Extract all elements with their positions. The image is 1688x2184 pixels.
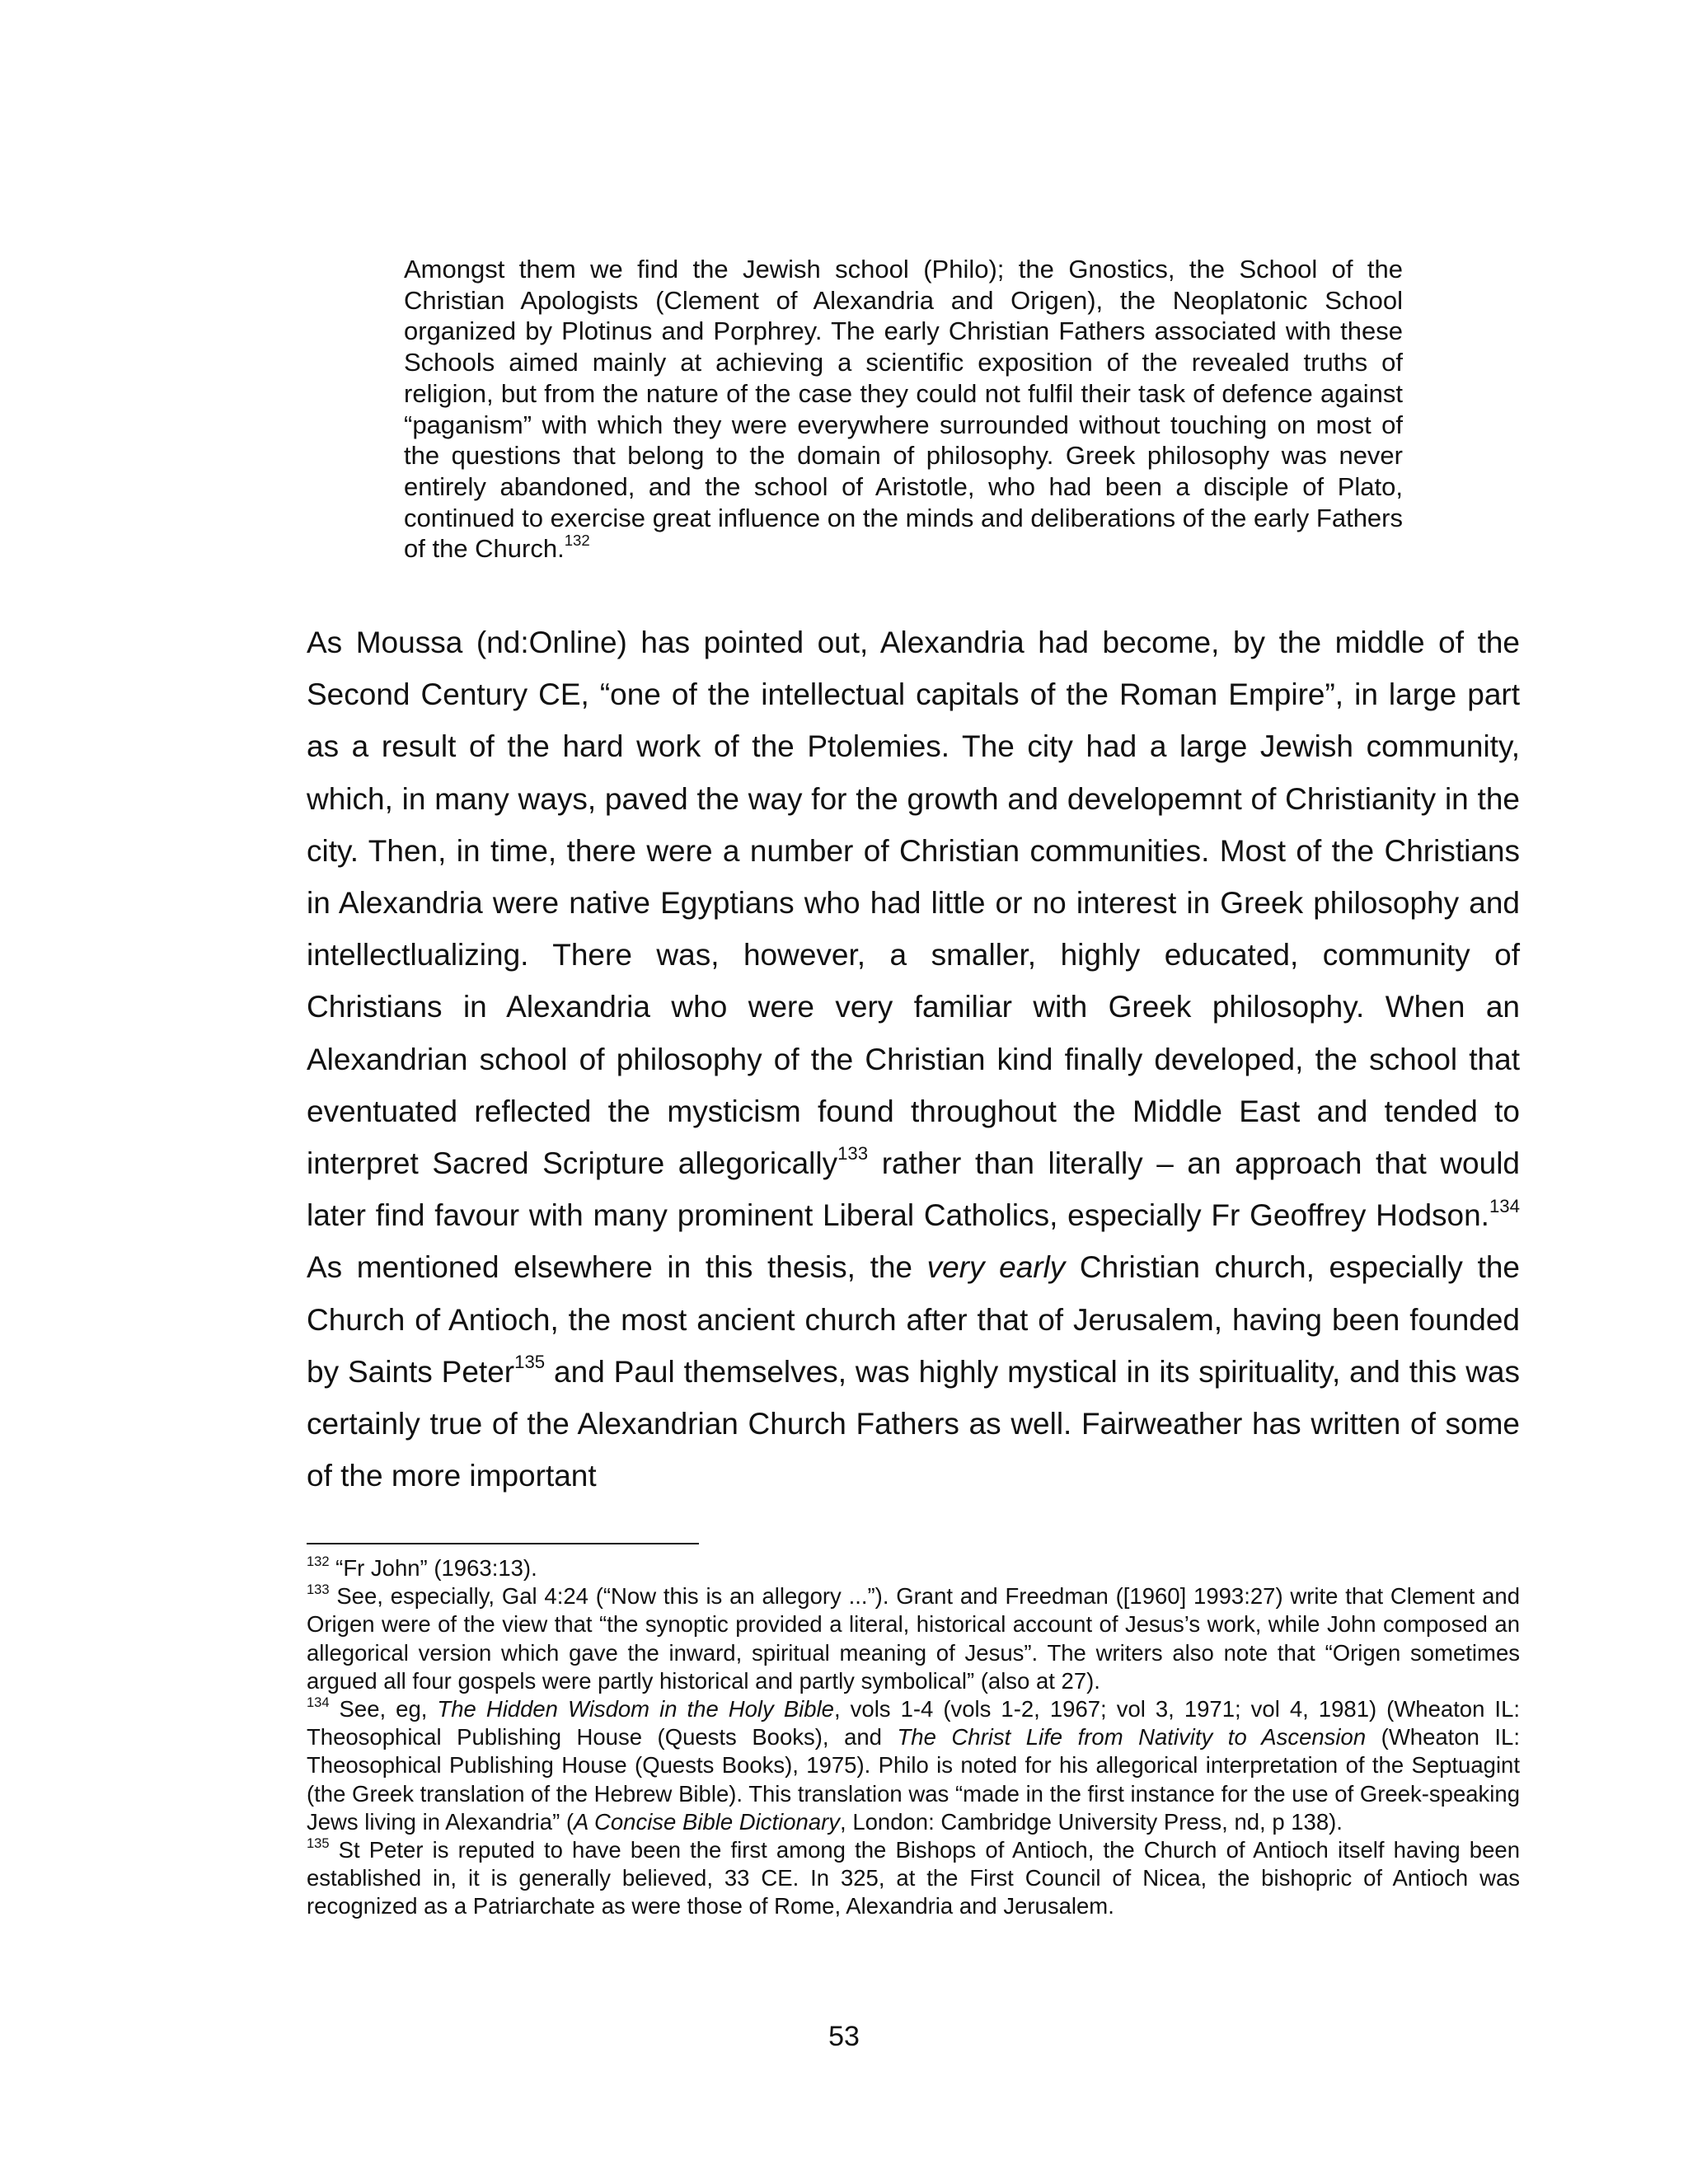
- footnote-number: 132: [307, 1554, 330, 1569]
- body-text-segment: As Moussa (nd:Online) has pointed out, Alexandria had become, by the middle of the Second Century CE, “one of the intellectual capitals of the Roman Empire”, in large part as a result of the hard work of the Ptolemies. The city had a large Jewish community, which, in many ways, paved the way for the growth and developemnt of Christianity in the city. Then, in time, there were a number of Christian communities. Most of the Christians in Alexandria were native Egyptians who had little or no interest in Greek philosophy and intellectlualizing. There was, however, a smaller, highly educated, community of Christians in Alexandria who were very familiar with Greek philosophy. When an Alexandrian school of philosophy of the Christian kind finally developed, the school that eventuated reflected the mysticism found throughout the Middle East and tended to interpret Sacred Scripture allegorically: [307, 626, 1520, 1181]
- footnote-134: [307, 1695, 1520, 1836]
- body-text-segment: As mentioned elsewhere in this thesis, the: [307, 1250, 927, 1285]
- footnote-text: (Wheaton IL: Theosophical Publishing House (Quests Books), 1975). Philo is noted for his allegorical interpretation of the Septuagint (the Greek translation of the Hebrew Bible). This translation was “made in the first instance for the use of Greek-speaking Jews living in Alexandria” (: [307, 1724, 1520, 1835]
- footnote-text: See, eg,: [329, 1696, 438, 1722]
- book-title: The Christ Life from Nativity to Ascension: [897, 1724, 1367, 1750]
- footnote-ref-134[interactable]: 134: [1489, 1195, 1520, 1216]
- footnote-133: [307, 1582, 1520, 1695]
- footnote-text: , vols 1-4 (vols 1-2, 1967; vol 3, 1971; vol 4, 1981) (Wheaton IL: Theosophical Publishing House (Quests Books), and: [307, 1696, 1520, 1750]
- footnote-ref-135[interactable]: 135: [514, 1352, 546, 1373]
- emphasis-text: very early: [926, 1250, 1066, 1285]
- footnote-separator: [307, 1543, 699, 1544]
- footnote-ref-133[interactable]: 133: [837, 1143, 869, 1165]
- body-text-segment: Christian church, especially the Church of Antioch, the most ancient church after that of Jerusalem, having been founded by Saints Peter: [307, 1250, 1520, 1389]
- page-number: 53: [828, 2021, 860, 2052]
- block-quotation: [404, 254, 1403, 565]
- footnote-text: St Peter is reputed to have been the first among the Bishops of Antioch, the Church of Antioch itself having been established in, it is generally believed, 33 CE. In 325, at the First Council of Nicea, the bishopric of Antioch was recognized as a Patriarchate as were those of Rome, Alexandria and Jerusalem.: [307, 1837, 1520, 1919]
- body-text-segment: and Paul themselves, was highly mystical in its spirituality, and this was certainly true of the Alexandrian Church Fathers as well. Fairweather has written of some of the more important: [307, 1354, 1520, 1493]
- footnote-text: See, especially, Gal 4:24 (“Now this is an allegory ...”). Grant and Freedman ([1960] 1993:27) write that Clement and Origen were of the view that “the synoptic provided a literal, historical account of Jesus’s work, while John composed an allegorical version which gave the inward, spiritual meaning of Jesus”. The writers also note that “Origen sometimes argued all four gospels were partly historical and partly symbolical” (also at 27).: [307, 1583, 1520, 1694]
- body-text-segment: rather than literally – an approach that would later find favour with many prominent Liberal Catholics, especially Fr Geoffrey Hodson.: [307, 1146, 1521, 1233]
- footnote-text: “Fr John” (1963:13).: [329, 1555, 537, 1581]
- book-title: The Hidden Wisdom in the Holy Bible: [437, 1696, 834, 1722]
- footnote-number: 135: [307, 1835, 330, 1851]
- footnote-number: 134: [307, 1694, 330, 1710]
- book-title: A Concise Bible Dictionary: [574, 1808, 841, 1835]
- footnote-text: , London: Cambridge University Press, nd, p 138).: [840, 1808, 1343, 1835]
- footnote-ref-132[interactable]: 132: [564, 532, 590, 550]
- body-paragraph: [307, 616, 1520, 1502]
- footnotes-section: [307, 1554, 1520, 1921]
- footnote-number: 133: [307, 1582, 330, 1597]
- block-quotation-text: Amongst them we find the Jewish school (Philo); the Gnostics, the School of the Christian Apologists (Clement of Alexandria and Origen), the Neoplatonic School organized by Plotinus and Porphrey. The early Christian Fathers associated with these Schools aimed mainly at achieving a scientific exposition of the revealed truths of religion, but from the nature of the case they could not fulfil their task of defence against “paganism” with which they were everywhere surrounded without touching on most of the questions that belong to the domain of philosophy. Greek philosophy was never entirely abandoned, and the school of Aristotle, who had been a disciple of Plato, continued to exercise great influence on the minds and deliberations of the early Fathers of the Church.: [404, 255, 1403, 564]
- footnote-135: [307, 1836, 1520, 1921]
- footnote-132: [307, 1554, 1520, 1582]
